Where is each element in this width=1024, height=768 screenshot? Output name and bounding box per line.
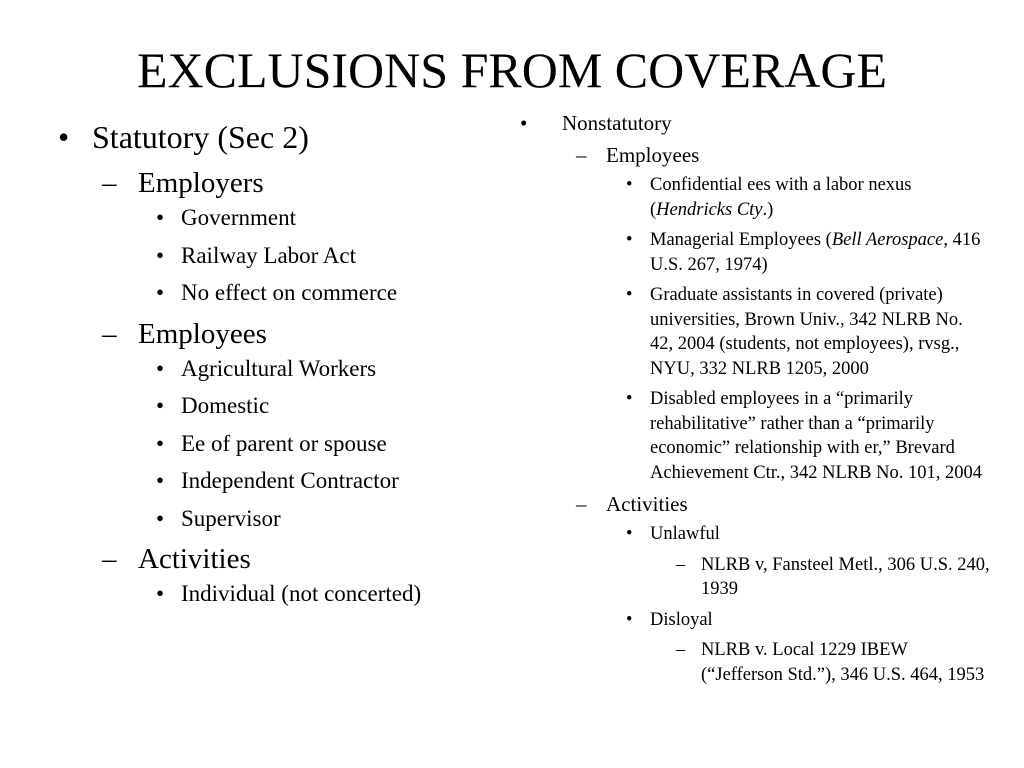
dash-marker: –	[102, 543, 117, 575]
bullet-marker: •	[520, 111, 528, 135]
list-item	[58, 242, 508, 270]
bullet-marker: •	[626, 285, 633, 305]
bullet-marker: •	[626, 524, 633, 544]
dash-marker: –	[102, 317, 117, 350]
employee-exclusion: Agricultural Workers	[181, 355, 377, 381]
bullet-marker: •	[626, 175, 633, 195]
bullet-marker: •	[156, 205, 165, 230]
bullet-marker: •	[156, 393, 165, 418]
list-item	[520, 173, 990, 222]
list-item	[58, 392, 508, 420]
right-column	[520, 110, 990, 693]
nonstatutory-heading: Nonstatutory	[562, 111, 672, 135]
employee-exclusion: Ee of parent or spouse	[181, 430, 387, 456]
bullet-marker: •	[626, 389, 633, 409]
list-item	[58, 204, 508, 232]
list-item	[58, 580, 508, 608]
activities-label: Activities	[606, 492, 688, 516]
bullet-marker: •	[626, 230, 633, 250]
list-item	[58, 279, 508, 307]
employee-exclusion: Supervisor	[181, 505, 281, 531]
bullet-marker: •	[156, 280, 165, 305]
list-item	[520, 638, 990, 687]
text-part: .)	[762, 199, 774, 220]
employer-exclusion: No effect on commerce	[181, 280, 398, 305]
list-item-employees	[58, 317, 508, 351]
dash-marker: –	[102, 167, 117, 199]
text-part: , 416 U.S. 267, 1974)	[650, 230, 981, 275]
bullet-marker: •	[156, 505, 165, 531]
dash-marker: –	[676, 640, 686, 660]
list-item-nonstatutory	[520, 110, 990, 136]
employers-label: Employers	[138, 167, 264, 199]
dash-marker: –	[676, 554, 686, 575]
list-item-employers	[58, 166, 508, 200]
employer-exclusion: Government	[181, 205, 296, 230]
bullet-marker: •	[156, 468, 165, 493]
fansteel-case: NLRB v, Fansteel Metl., 306 U.S. 240, 1939	[701, 554, 990, 599]
dash-marker: –	[576, 492, 587, 516]
case-name: Bell Aerospace	[831, 230, 944, 250]
graduate-assistants-text: Graduate assistants in covered (private) universities, Brown Univ., 342 NLRB No. 42, 2004 (students, not employees), rvsg., NYU, 332 NLRB 1205, 2000	[650, 285, 963, 379]
left-column	[58, 118, 508, 618]
bullet-marker: •	[58, 119, 70, 155]
employee-exclusion: Domestic	[181, 393, 270, 418]
list-item-activities	[520, 491, 990, 517]
list-item-disloyal	[520, 608, 990, 633]
employees-label: Employees	[606, 143, 700, 167]
list-item	[520, 228, 990, 277]
list-item-activities	[58, 542, 508, 576]
confidential-text	[650, 175, 912, 220]
dash-marker: –	[576, 143, 587, 167]
unlawful-label: Unlawful	[650, 524, 720, 544]
text-part: Confidential ees with a labor nexus (	[650, 175, 912, 220]
list-item	[520, 283, 990, 381]
case-name: Hendricks Cty	[656, 199, 763, 220]
managerial-text	[650, 230, 980, 275]
list-item	[520, 553, 990, 602]
bullet-marker: •	[156, 242, 165, 268]
bullet-marker: •	[156, 430, 165, 456]
jefferson-case: NLRB v. Local 1229 IBEW (“Jefferson Std.”), 346 U.S. 464, 1953	[701, 640, 985, 685]
employees-label: Employees	[138, 317, 267, 350]
list-item	[520, 387, 990, 485]
disloyal-label: Disloyal	[650, 609, 713, 630]
activities-label: Activities	[138, 543, 251, 575]
list-item	[58, 355, 508, 383]
employer-exclusion: Railway Labor Act	[181, 242, 357, 268]
list-item	[58, 430, 508, 458]
list-item	[58, 505, 508, 533]
list-item-employees	[520, 142, 990, 168]
list-item	[58, 467, 508, 495]
bullet-marker: •	[626, 609, 633, 630]
bullet-marker: •	[156, 355, 165, 381]
statutory-heading: Statutory (Sec 2)	[92, 119, 309, 155]
text-part: Managerial Employees (	[650, 230, 832, 250]
activity-exclusion: Individual (not concerted)	[181, 581, 422, 606]
list-item-statutory	[58, 118, 508, 156]
slide-title: EXCLUSIONS FROM COVERAGE	[136, 42, 888, 98]
disabled-employees-text: Disabled employees in a “primarily rehabilitative” rather than a “primarily economic” relationship with er,” Brevard Achievement Ctr., 342 NLRB No. 101, 2004	[650, 389, 982, 483]
list-item-unlawful	[520, 522, 990, 547]
employee-exclusion: Independent Contractor	[181, 468, 399, 493]
bullet-marker: •	[156, 581, 165, 606]
